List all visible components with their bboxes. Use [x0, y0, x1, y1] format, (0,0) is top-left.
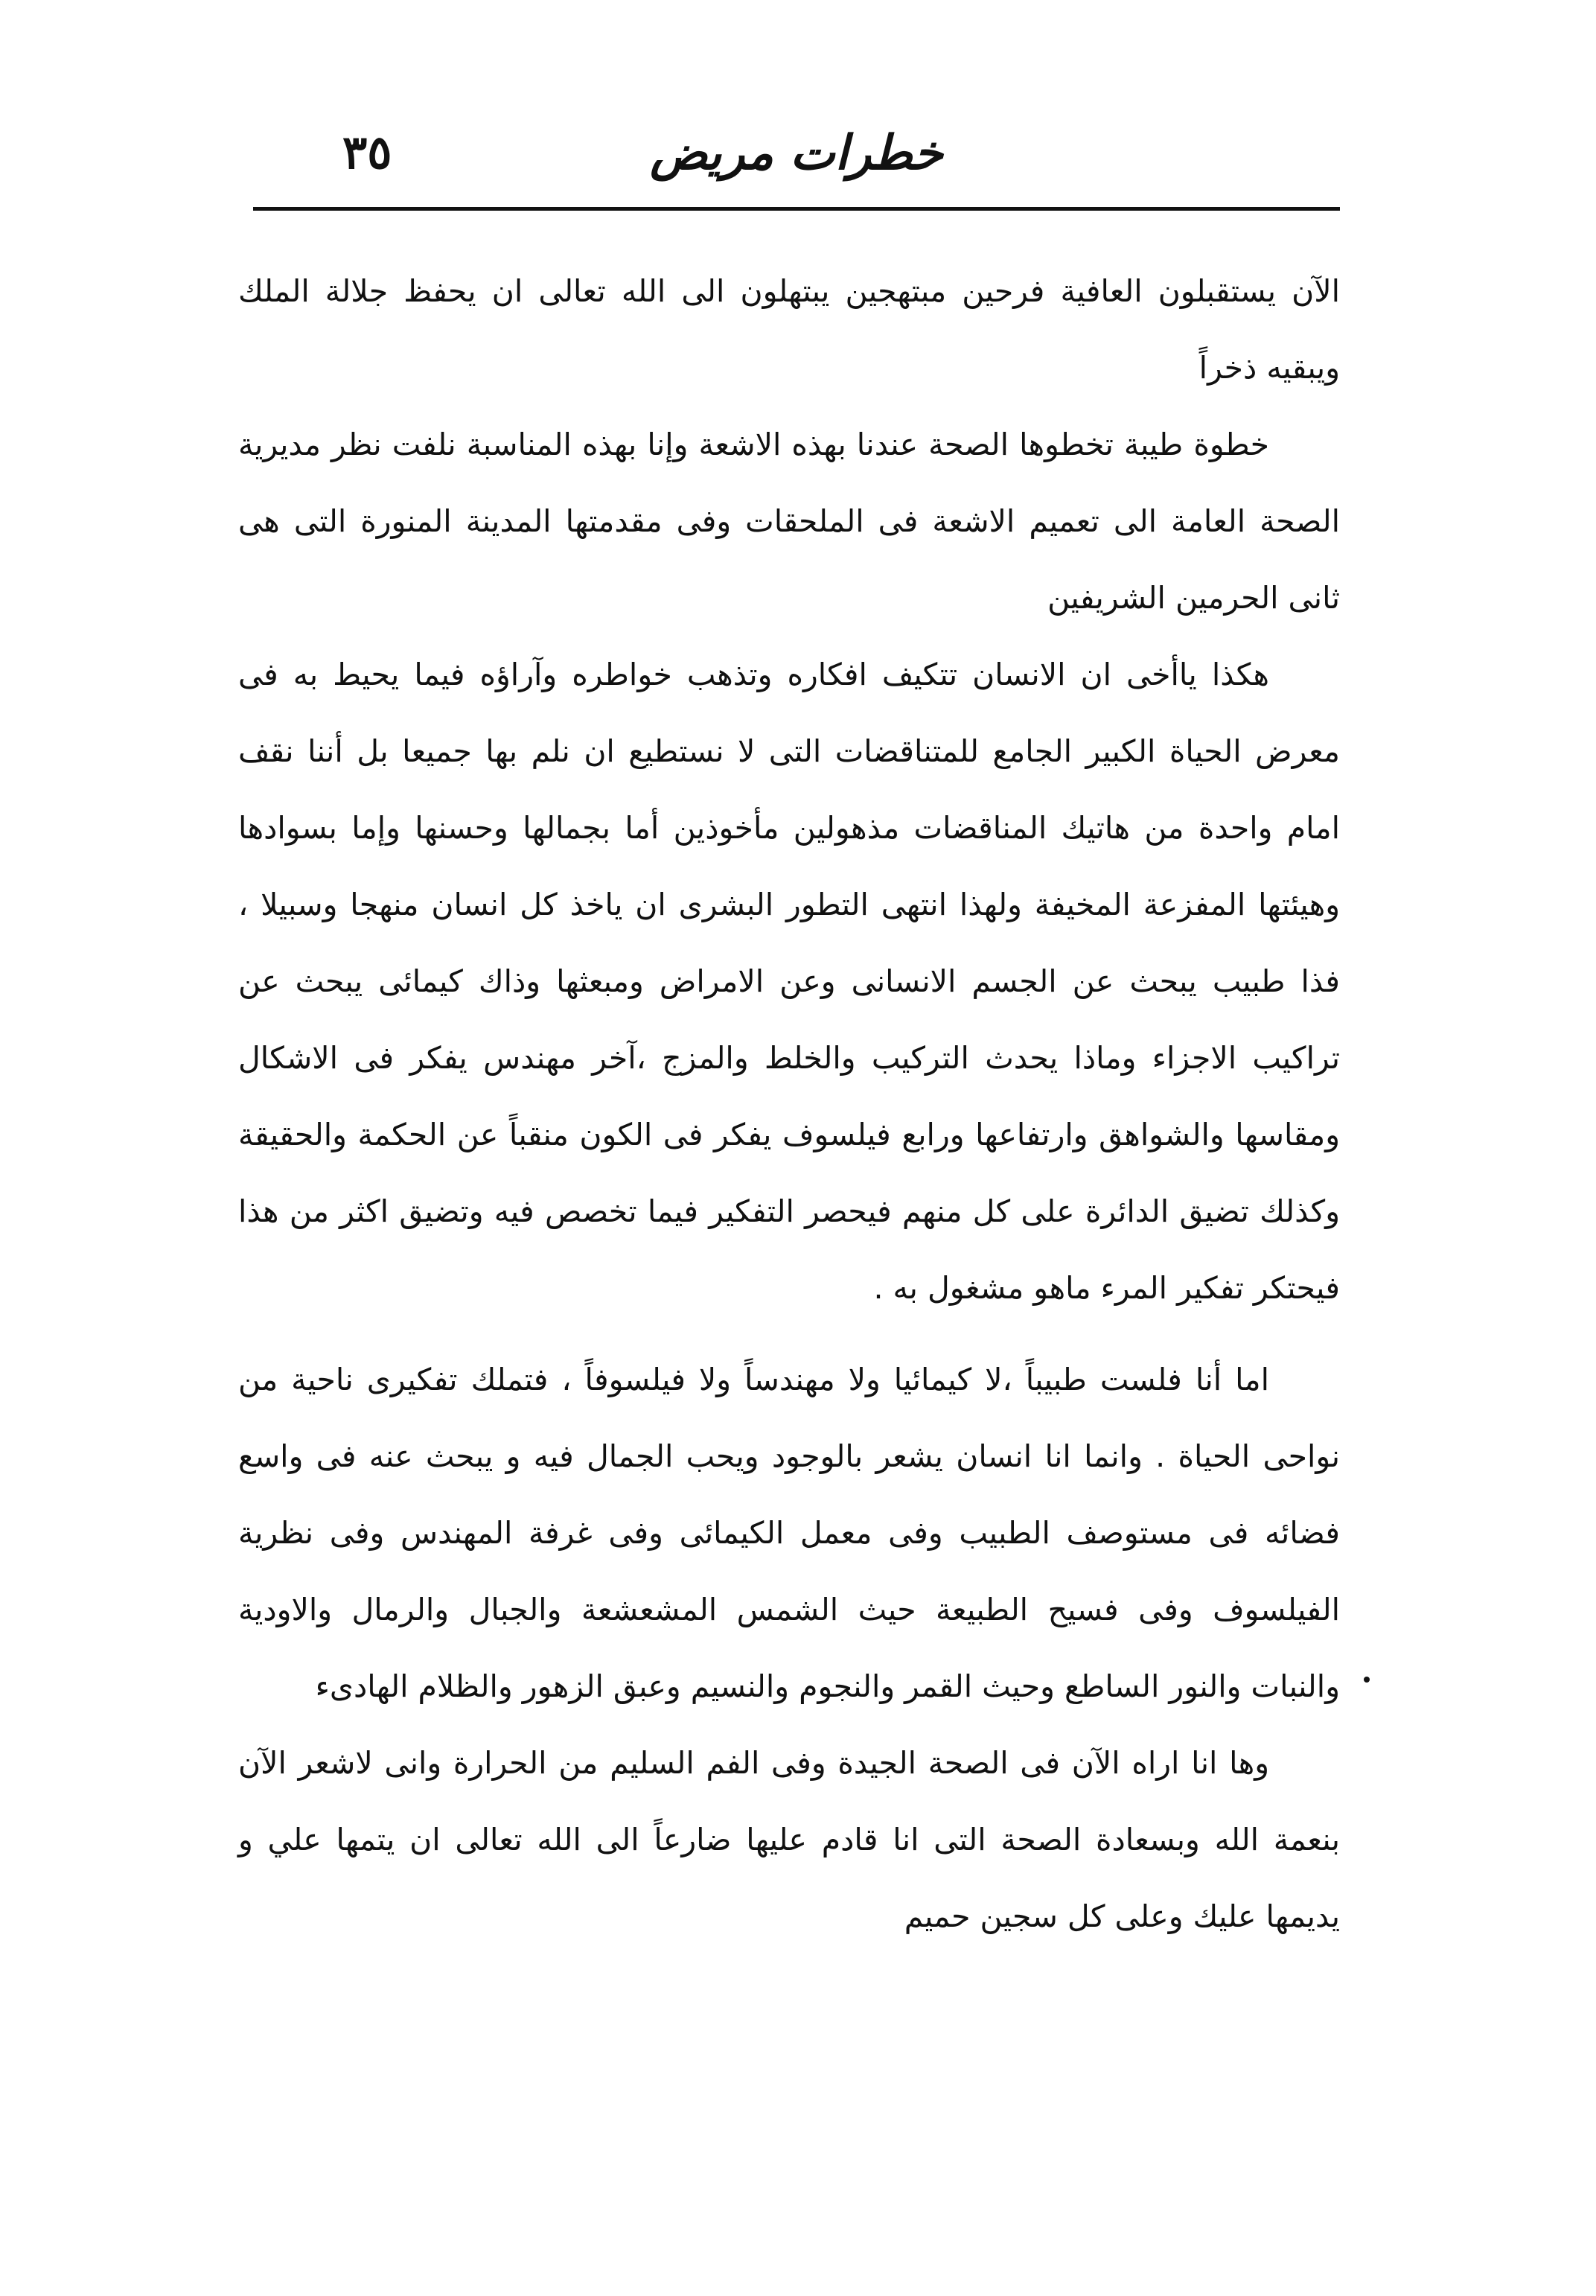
page-number: ٣٥ [342, 125, 392, 179]
body-text [238, 253, 1340, 1955]
paragraph-1: الآن يستقبلون العافية فرحين مبتهجين يبتهلون الى الله تعالى ان يحفظ جلالة الملك ويبقيه ذخراً [238, 273, 1340, 386]
paragraph-5: وها انا اراه الآن فى الصحة الجيدة وفى الفم السليم من الحرارة وانى لاشعر الآن بنعمة الله وبسعادة الصحة التى انا قادم عليها ضارعاً الى الله تعالى ان يتمها علي و يديمها عليك وعلى كل سجين حميم [238, 1745, 1340, 1934]
margin-dot [1364, 1677, 1370, 1683]
paragraph-3: هكذا ياأخى ان الانسان تتكيف افكاره وتذهب خواطره وآراؤه فيما يحيط به فى معرض الحياة الكبير الجامع للمتناقضات التى لا نستطيع ان نلم بها جميعا بل أننا نقف امام واحدة من هاتيك المناقضات مذهولين مأخوذين أما بجمالها وحسنها وإما بسوادها وهيئتها المفزعة المخيفة ولهذا انتهى التطور البشرى ان ياخذ كل انسان منهجا وسبيلا ، فذا طبيب يبحث عن الجسم الانسانى وعن الامراض ومبعثها وذاك كيمائى يبحث عن تراكيب الاجزاء وماذا يحدث التركيب والخلط والمزج ،آخر مهندس يفكر فى الاشكال ومقاسها والشواهق وارتفاعها ورابع فيلسوف يفكر فى الكون منقباً عن الحكمة والحقيقة وكذلك تضيق الدائرة على كل منهم فيحصر التفكير فيما تخصص فيه وتضيق اكثر من هذا فيحتكر تفكير المرء ماهو مشغول به . [238, 657, 1340, 1306]
paragraph-2: خطوة طيبة تخطوها الصحة عندنا بهذه الاشعة وإنا بهذه المناسبة نلفت نظر مديرية الصحة العامة الى تعميم الاشعة فى الملحقات وفى مقدمتها المدينة المنورة التى هى ثانى الحرمين الشريفين [238, 427, 1340, 616]
page-header [253, 112, 1340, 194]
header-divider [253, 207, 1340, 211]
paragraph-4: اما أنا فلست طبيباً ،لا كيمائيا ولا مهندساً ولا فيلسوفاً ، فتملك تفكيرى ناحية من نواحى الحياة . وانما انا انسان يشعر بالوجود ويحب الجمال فيه و يبحث عنه فى واسع فضائه فى مستوصف الطبيب وفى معمل الكيمائى وفى غرفة المهندس وفى نظرية الفيلسوف وفى فسيح الطبيعة حيث الشمس المشعشعة والجبال والرمال والاودية والنبات والنور الساطع وحيث القمر والنجوم والنسيم وعبق الزهور والظلام الهادىء [238, 1362, 1340, 1704]
running-title: خطرات مريض [650, 125, 943, 181]
